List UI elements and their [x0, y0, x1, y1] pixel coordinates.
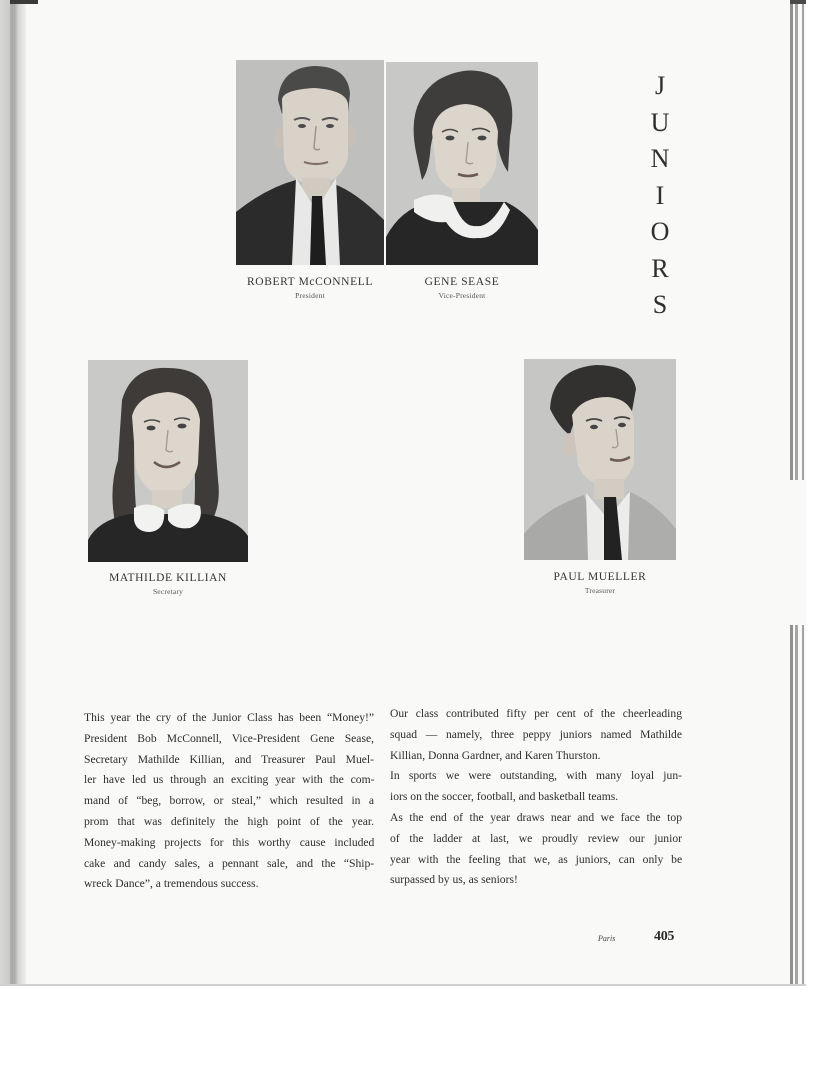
page-edge-line [802, 625, 804, 986]
page-edge-line [790, 0, 793, 480]
officer-role: Treasurer [584, 585, 616, 595]
page-edge-line [795, 0, 798, 480]
text-line: year with the feeling that we, as juniors, can only be [390, 852, 683, 866]
portrait-robert-mcconnell [236, 60, 384, 265]
officer-role: Secretary [152, 586, 184, 596]
text-line: This year the cry of the Junior Class has been “Money!” [84, 711, 374, 724]
portrait-image [236, 60, 384, 265]
text-line: ler have led us through an exciting year with the com- [84, 773, 375, 787]
page-edge-line [802, 0, 804, 480]
portrait-image [386, 62, 538, 265]
binding-shadow-left [0, 0, 26, 986]
text-line: Killian, Donna Gardner, and Karen Thurston. [390, 748, 601, 762]
page-edge-line [795, 625, 798, 986]
page-edge-line [790, 625, 793, 986]
text-line: Secretary Mathilde Killian, and Treasurer Paul Muel- [84, 752, 374, 766]
caption-gene-sease [386, 277, 538, 299]
title-letter: I [655, 180, 665, 210]
title-letter: J [654, 71, 666, 100]
text-line: iors on the soccer, football, and basketball teams. [390, 790, 619, 804]
text-line: mand of “beg, borrow, or steal,” which resulted in a [84, 794, 375, 808]
portrait-mathilde-killian [88, 360, 248, 562]
text-line: Money-making projects for this worthy cause included [84, 835, 375, 849]
officer-role: President [295, 290, 325, 300]
text-line: prom that was definitely the high point of the year. [84, 814, 375, 828]
title-letter: U [650, 107, 670, 137]
text-line: of the ladder at last, we proudly review our junior [390, 831, 682, 845]
folio-school-name: Paris [598, 934, 616, 943]
officer-role: Vice-President [438, 290, 486, 300]
portrait-image [524, 359, 676, 560]
caption-paul-mueller [524, 572, 676, 594]
text-line: President Bob McConnell, Vice-President Gene Sease, [84, 731, 374, 745]
text-line: wreck Dance”, a tremendous success. [84, 877, 259, 891]
text-line: squad — namely, three peppy juniors named Mathilde [390, 727, 682, 741]
section-title-juniors [640, 68, 680, 324]
portrait-paul-mueller [524, 359, 676, 560]
title-letter: O [650, 217, 670, 246]
portrait-gene-sease [386, 62, 538, 265]
caption-mathilde-killian [88, 573, 248, 595]
body-text-left-column [84, 708, 374, 895]
text-line: Our class contributed fifty per cent of the cheerleading [390, 707, 682, 720]
page-corner-mark [10, 0, 38, 4]
text-line: As the end of the year draws near and we face the top [390, 810, 682, 824]
binding-crease [10, 0, 13, 986]
text-line: surpassed by us, as seniors! [390, 873, 518, 887]
page-corner-mark [790, 0, 806, 4]
page-number: 405 [654, 929, 675, 944]
officer-name: GENE SEASE [424, 276, 500, 288]
text-line: In sports we were outstanding, with many loyal jun- [390, 769, 682, 783]
portrait-image [88, 360, 248, 562]
officer-name: MATHILDE KILLIAN [109, 572, 227, 584]
officer-name: PAUL MUELLER [553, 571, 647, 583]
title-letter: S [652, 290, 668, 319]
caption-robert-mcconnell [236, 277, 384, 299]
text-line: cake and candy sales, a pennant sale, and the “Ship- [84, 856, 375, 870]
title-letter: R [651, 253, 669, 283]
page-bottom-edge [0, 984, 806, 986]
title-letter: N [650, 144, 670, 173]
body-text-right-column [390, 704, 682, 891]
officer-name: ROBERT McCONNELL [247, 276, 373, 288]
